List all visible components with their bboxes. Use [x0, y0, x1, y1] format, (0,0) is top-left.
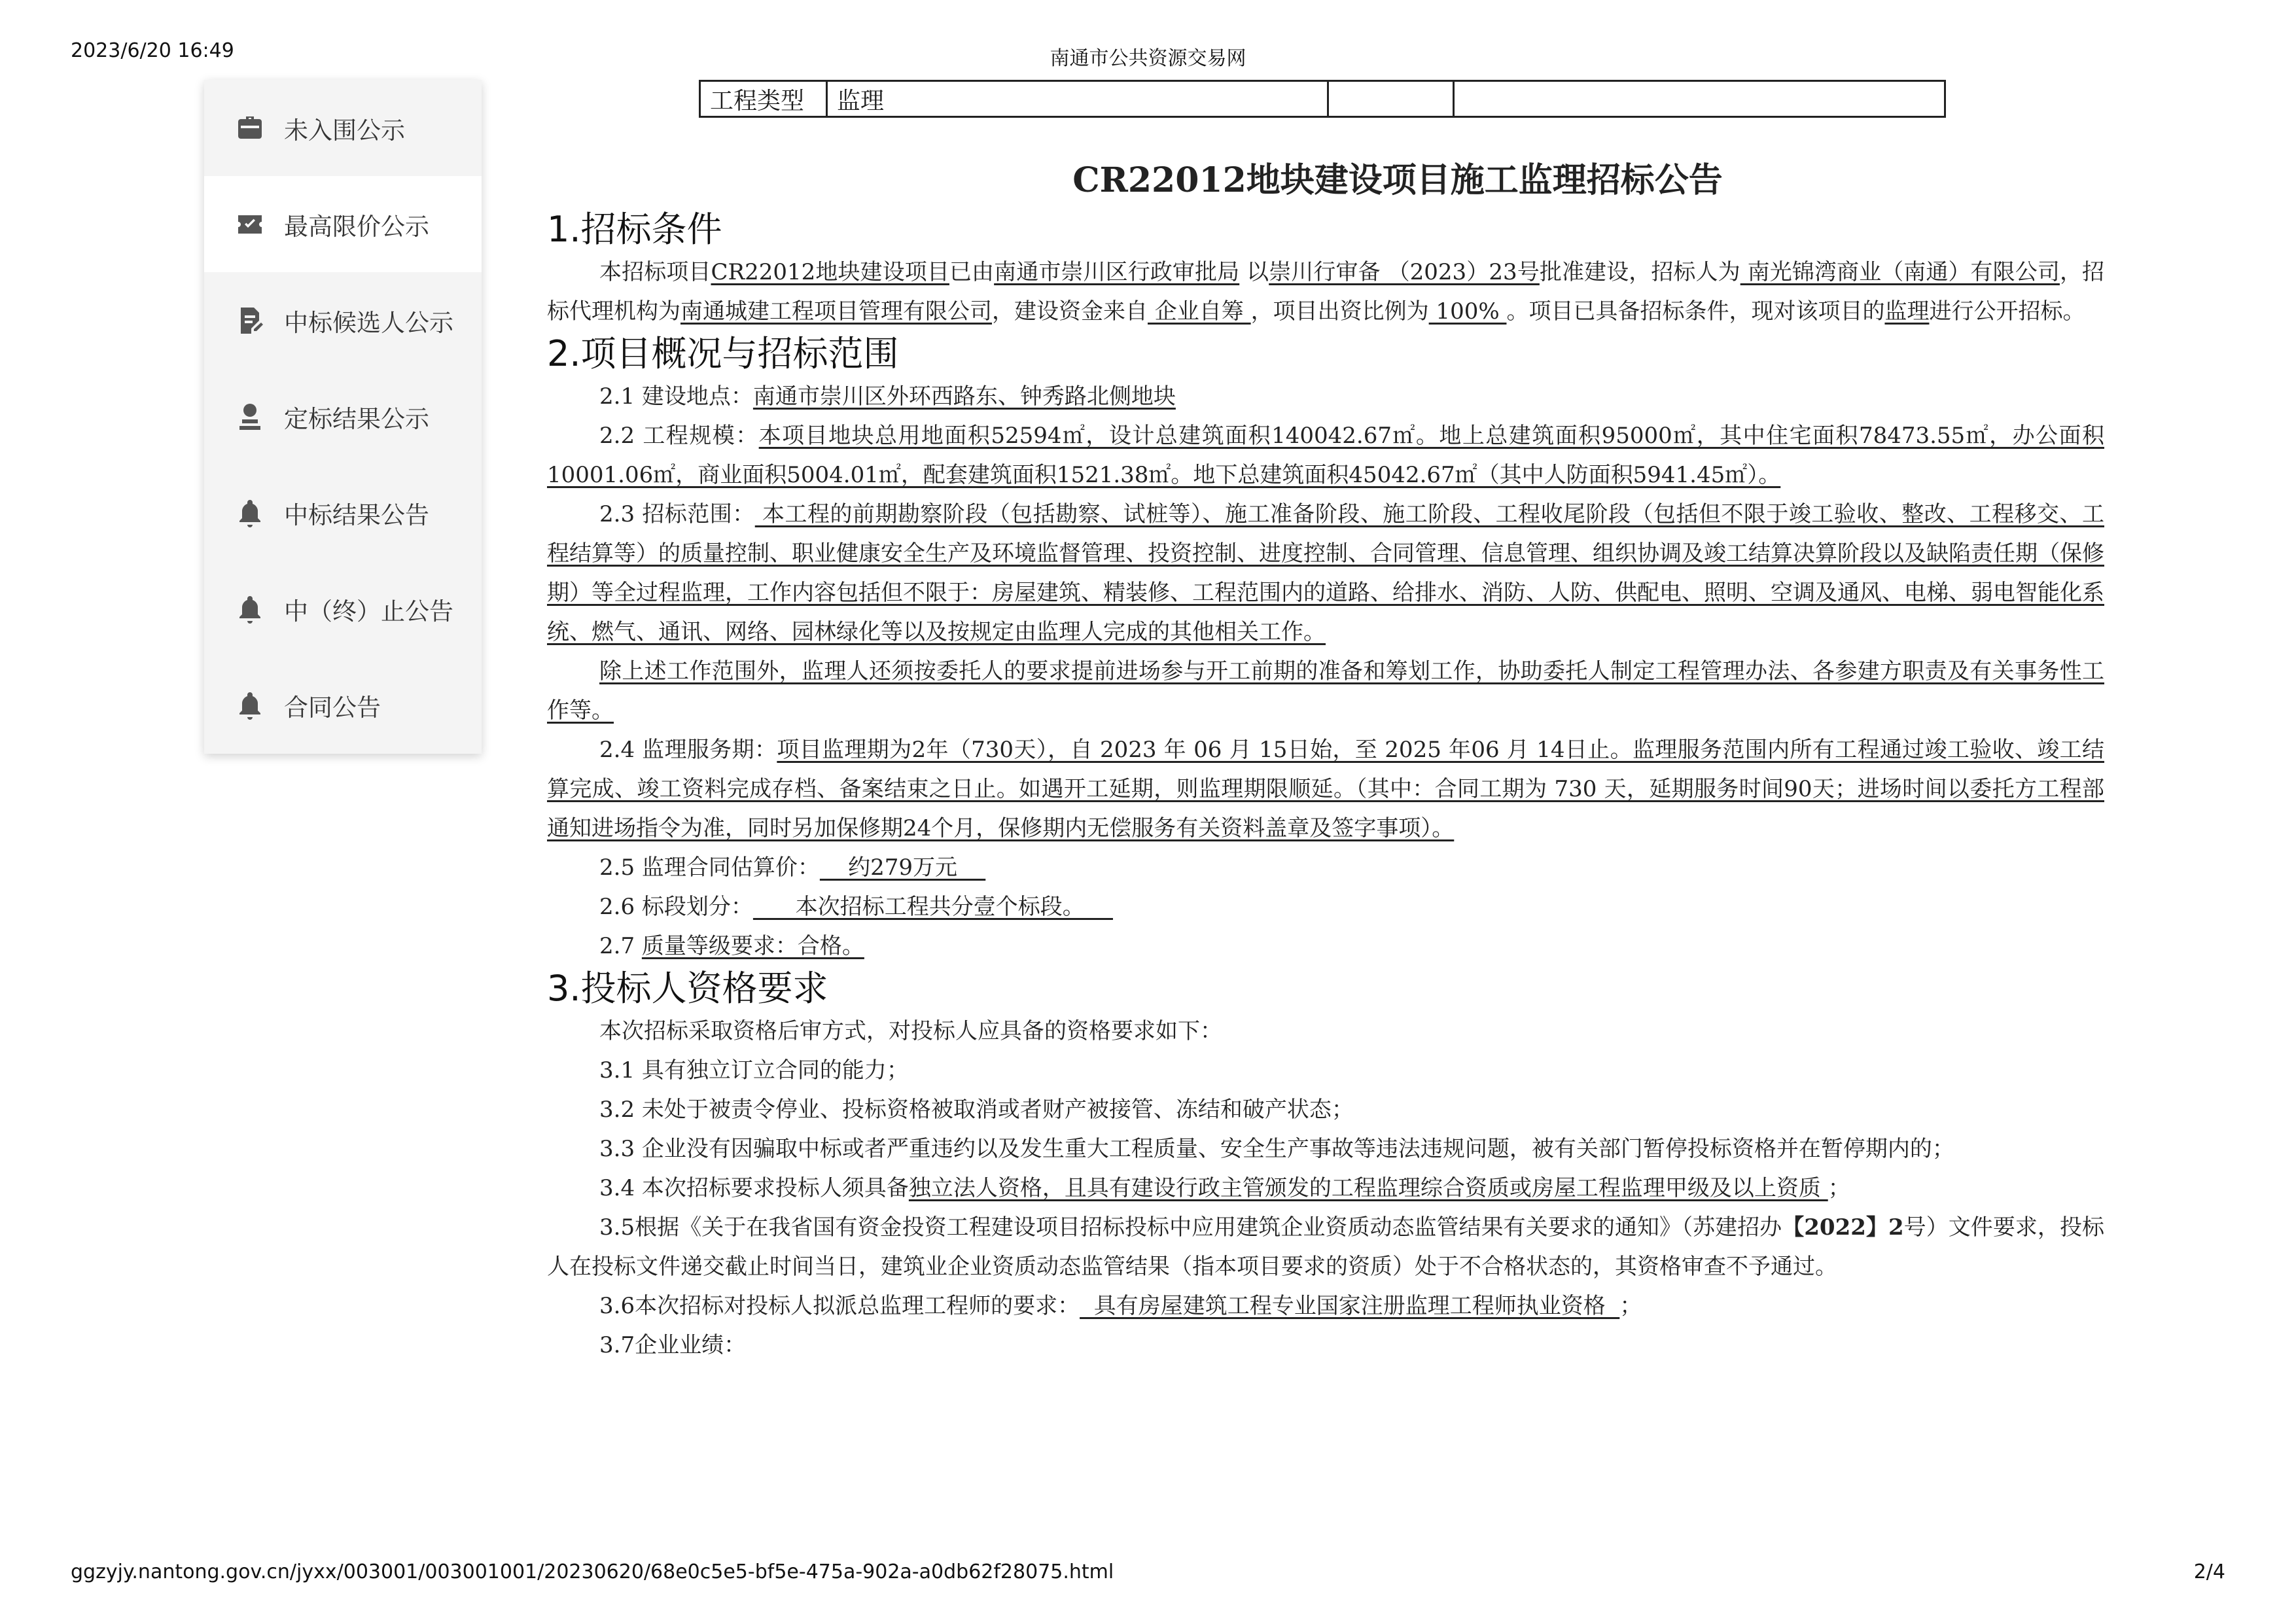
text: 本招标项目	[599, 259, 711, 285]
item-value: 南通市崇川区外环西路东、钟秀路北侧地块	[752, 383, 1176, 410]
sidebar-nav	[204, 80, 482, 754]
table-cell-empty	[1455, 82, 1944, 116]
qualification-item: 3.3 企业没有因骗取中标或者严重违约以及发生重大工程质量、安全生产事故等违法违规问题，被有关部门暂停投标资格并在暂停期内的；	[599, 1136, 1954, 1162]
tender-conditions-paragraph	[547, 253, 2104, 331]
section-heading: 2.项目概况与招标范围	[547, 333, 899, 374]
bell-icon	[233, 688, 267, 722]
page-title: CR22012地块建设项目施工监理招标公告	[1072, 160, 1723, 200]
lot-division-item	[547, 887, 2104, 926]
tenderer: 南光锦湾商业（南通）有限公司	[1740, 259, 2060, 285]
text: 。项目已具备招标条件，现对该项目的	[1506, 298, 1885, 325]
text: ，招标代理机构为	[547, 259, 2105, 325]
text: 进行公开招标。	[1929, 298, 2085, 325]
sidebar-item-label: 中标候选人公示	[284, 308, 453, 337]
document-edit-icon	[233, 304, 267, 338]
text: ，建设资金来自	[992, 298, 1148, 325]
user-award-icon	[233, 400, 267, 434]
project-name: CR22012地块建设项目	[711, 259, 949, 285]
scope-item	[547, 495, 2104, 652]
print-datetime: 2023/6/20 16:49	[71, 39, 234, 62]
fund-ratio: 100%	[1428, 298, 1507, 325]
sidebar-item-not-shortlisted[interactable]	[204, 80, 482, 176]
text: 3.4 本次招标要求投标人须具备	[599, 1175, 909, 1201]
sidebar-item-award-result[interactable]	[204, 368, 482, 465]
sidebar-item-label: 合同公告	[284, 693, 381, 722]
item-value: 本次招标工程共分壹个标段。	[752, 894, 1113, 920]
sidebar-item-label: 中标结果公告	[284, 501, 429, 529]
project-type-value: 监理	[828, 82, 1329, 116]
approver: 南通市崇川区行政审批局	[994, 259, 1240, 285]
text: ；	[1619, 1293, 1642, 1319]
approval-number: 崇川行审备 （2023）23号	[1269, 259, 1540, 285]
scope-extra	[547, 652, 2104, 730]
item-label: 2.6 标段划分：	[599, 894, 753, 920]
sidebar-item-contract[interactable]	[204, 657, 482, 753]
item-label: 2.7	[599, 933, 642, 959]
ticket-check-icon	[233, 207, 267, 241]
text: 号）文件要求，投标人在投标文件递交截止时间当日，建筑业企业资质动态监管结果（指本项目要求的资质）处于不合格状态的，其资格审查不予通过。	[547, 1214, 2105, 1280]
sidebar-item-label: 最高限价公示	[284, 212, 429, 241]
qualification-item: 3.1 具有独立订立合同的能力；	[599, 1057, 909, 1084]
sidebar-item-termination[interactable]	[204, 561, 482, 657]
quality-item	[547, 926, 2104, 966]
text: 已由	[949, 259, 995, 285]
location-item	[547, 377, 2104, 416]
item-value: 质量等级要求：合格。	[641, 933, 864, 959]
item-label: 2.2 工程规模：	[599, 423, 759, 449]
sidebar-item-candidate[interactable]	[204, 272, 482, 368]
bell-icon	[233, 496, 267, 530]
sidebar-item-max-price[interactable]	[204, 176, 482, 272]
text: 3.5根据《关于在我省国有资金投资工程建设项目招标投标中应用建筑企业资质动态监管结果有关要求的通知》（苏建招办	[599, 1214, 1782, 1241]
text: ；	[1828, 1175, 1850, 1201]
tender-scope-word: 监理	[1884, 298, 1930, 325]
service-period-item	[547, 730, 2104, 848]
item-value: 项目监理期为2年（730天），自 2023 年 06 月 15日始，至 2025 年06 月 14日止。监理服务范围内所有工程通过竣工验收、竣工结算完成、竣工资料完成存档、备案结束之日止。如遇开工延期，则监理期限顺延。（其中：合同工期为 730 天，延期服务时间90天；进场时间以委托方工程部通知进场指令为准，同时另加保修期24个月，保修期内无偿服务有关资料盖章及签字事项）。	[547, 737, 2104, 841]
qualification-item	[547, 1169, 2104, 1208]
print-footer-url: ggzyjy.nantong.gov.cn/jyxx/003001/003001001/20230620/68e0c5e5-bf5e-475a-902a-a0db62f28075.html	[71, 1560, 1114, 1583]
sidebar-item-win-notice[interactable]	[204, 465, 482, 561]
item-label: 2.4 监理服务期：	[599, 737, 777, 763]
sidebar-item-label: 定标结果公示	[284, 404, 429, 433]
doc-number: 【2022】2	[1782, 1214, 1904, 1241]
qualification-item: 3.2 未处于被责令停业、投标资格被取消或者财产被接管、冻结和破产状态；	[599, 1097, 1354, 1123]
item-label: 2.3 招标范围：	[599, 501, 755, 527]
text: 3.6本次招标对投标人拟派总监理工程师的要求：	[599, 1293, 1080, 1319]
item-value: 除上述工作范围外，监理人还须按委托人的要求提前进场参与开工前期的准备和筹划工作，协助委托人制定工程管理办法、各参建方职责及有关事务性工作等。	[547, 658, 2104, 724]
item-label: 2.5 监理合同估算价：	[599, 855, 820, 881]
item-value: 具有房屋建筑工程专业国家注册监理工程师执业资格	[1080, 1293, 1620, 1319]
print-site-title: 南通市公共资源交易网	[1050, 47, 1246, 70]
qualification-item	[547, 1208, 2104, 1286]
qualification-item	[547, 1286, 2104, 1326]
fund-source: 企业自筹	[1148, 298, 1251, 325]
bell-icon	[233, 592, 267, 626]
project-type-label: 工程类型	[701, 82, 828, 116]
text: 批准建设，招标人为	[1539, 259, 1740, 285]
section-heading: 3.投标人资格要求	[547, 968, 828, 1009]
text: 以	[1239, 259, 1269, 285]
section-heading: 1.招标条件	[547, 209, 722, 250]
table-cell-empty	[1329, 82, 1455, 116]
item-label: 2.1 建设地点：	[599, 383, 753, 410]
item-value: 独立法人资格，且具有建设行政主管颁发的工程监理综合资质或房屋工程监理甲级及以上资质	[908, 1175, 1828, 1201]
item-value: 本工程的前期勘察阶段（包括勘察、试桩等）、施工准备阶段、施工阶段、工程收尾阶段（包括但不限于竣工验收、整改、工程移交、工程结算等）的质量控制、职业健康安全生产及环境监督管理、投资控制、进度控制、合同管理、信息管理、组织协调及竣工结算决算阶段以及缺陷责任期（保修期）等全过程监理，工作内容包括但不限于：房屋建筑、精装修、工程范围内的道路、给排水、消防、人防、供配电、照明、空调及通风、电梯、弱电智能化系统、燃气、通讯、网络、园林绿化等以及按规定由监理人完成的其他相关工作。	[547, 501, 2104, 645]
announcement-body	[547, 154, 2104, 1365]
sidebar-item-label: 未入围公示	[284, 116, 405, 145]
briefcase-icon	[233, 111, 267, 145]
contract-estimate-item	[547, 848, 2104, 887]
agency: 南通城建工程项目管理有限公司	[680, 298, 992, 325]
sidebar-item-label: 中（终）止公告	[284, 597, 453, 626]
qualification-item: 3.7企业业绩：	[599, 1332, 747, 1358]
page-number: 2/4	[2193, 1560, 2225, 1583]
item-value: 本项目地块总用地面积52594㎡，设计总建筑面积140042.67㎡。地上总建筑面积95000㎡，其中住宅面积78473.55㎡，办公面积 10001.06㎡，商业面积5004.01㎡，配套建筑面积1521.38㎡。地下总建筑面积45042.67㎡（其中人防面积5941.45㎡）。	[547, 423, 2104, 488]
item-value: 约279万元	[819, 855, 986, 881]
scale-item	[547, 416, 2104, 495]
text: ，项目出资比例为	[1250, 298, 1429, 325]
project-type-table	[699, 80, 1946, 118]
qualification-intro: 本次招标采取资格后审方式，对投标人应具备的资格要求如下：	[599, 1018, 1222, 1044]
